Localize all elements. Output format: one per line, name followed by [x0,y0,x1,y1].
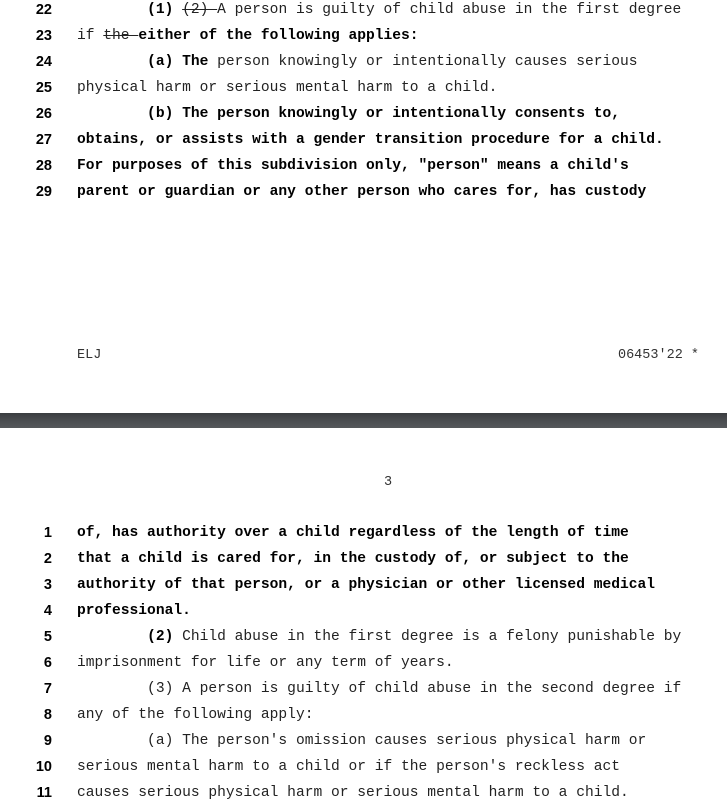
text-line [0,78,727,104]
inserted-text: either of the following applies: [138,28,419,44]
text-line [0,653,727,679]
line-number: 2 [43,551,52,567]
text-line [0,783,727,809]
text-line [0,52,727,78]
line-number: 1 [43,525,52,541]
line-number: 22 [35,2,52,18]
text-line [0,601,727,627]
line-number: 3 [43,577,52,593]
text-line [0,549,727,575]
inserted-text: For purposes of this subdivision only, "person" means a child's [77,158,629,174]
page-number: 3 [384,475,393,490]
text-line [0,523,727,549]
inserted-text: of, has authority over a child regardless of the length of time [77,525,629,541]
text-segment [77,629,147,645]
struck-text: the [103,28,139,44]
text-line [0,156,727,182]
page-separator [0,413,727,428]
inserted-text: professional. [77,603,191,619]
line-text [77,52,638,72]
line-number: 26 [35,106,52,122]
text-segment: Child abuse in the first degree is a felony punishable by [173,629,682,645]
text-line [0,757,727,783]
text-line [0,731,727,757]
text-segment: physical harm or serious mental harm to a child. [77,80,498,96]
line-number: 10 [35,759,52,775]
line-number: 29 [35,184,52,200]
footer-drafter-initials: ELJ [77,348,102,363]
footer-document-code: 06453'22 * [617,348,699,363]
line-number: 25 [35,80,52,96]
line-number: 4 [43,603,52,619]
text-line [0,26,727,52]
text-segment: any of the following apply: [77,707,314,723]
line-number: 7 [43,681,52,697]
inserted-text: (a) The [147,54,209,70]
inserted-text: authority of that person, or a physician or other licensed medical [77,577,656,593]
text-segment: (a) The person's omission causes serious physical harm or [77,733,647,749]
line-text [77,627,681,647]
inserted-text: (1) [147,2,174,18]
text-segment [77,54,147,70]
text-line [0,182,727,208]
line-text [77,156,629,176]
line-number: 27 [35,132,52,148]
line-number: 11 [36,785,52,801]
line-text [77,705,313,725]
line-number: 8 [43,707,52,723]
inserted-text: that a child is cared for, in the custody of, or subject to the [77,551,629,567]
document-page-3 [0,428,727,800]
line-number: 5 [43,629,52,645]
text-line [0,705,727,731]
text-line [0,679,727,705]
line-text [77,783,629,803]
line-number: 28 [35,158,52,174]
line-text [77,757,620,777]
text-segment: A person is guilty of child abuse in the first degree [217,2,682,18]
text-segment: (3) A person is guilty of child abuse in the second degree if [77,681,682,697]
line-text [77,130,664,150]
inserted-text: (2) [147,629,174,645]
inserted-text: obtains, or assists with a gender transition procedure for a child. [77,132,664,148]
line-text [77,549,629,569]
text-segment: person knowingly or intentionally causes serious [208,54,638,70]
line-text [77,601,191,621]
struck-text: (2) [182,2,218,18]
line-number: 23 [35,28,52,44]
text-line [0,104,727,130]
line-number: 24 [35,54,52,70]
text-segment: causes serious physical harm or serious mental harm to a child. [77,785,629,801]
text-segment: serious mental harm to a child or if the person's reckless act [77,759,620,775]
text-segment: imprisonment for life or any term of years. [77,655,454,671]
text-line [0,575,727,601]
text-segment [77,2,147,18]
text-line [0,130,727,156]
text-segment [173,2,182,18]
line-text [77,653,454,673]
text-line [0,627,727,653]
line-text [77,26,419,46]
line-text [77,78,497,98]
line-text [77,679,681,699]
line-text [77,523,629,543]
line-number: 9 [43,733,52,749]
text-line [0,0,727,26]
line-text [77,182,646,202]
line-text [77,731,646,751]
line-text [77,0,681,20]
line-text [77,104,620,124]
line-number: 6 [43,655,52,671]
text-segment: if [77,28,104,44]
inserted-text: (b) The person knowingly or intentionally consents to, [77,106,620,122]
inserted-text: parent or guardian or any other person who cares for, has custody [77,184,647,200]
line-text [77,575,655,595]
